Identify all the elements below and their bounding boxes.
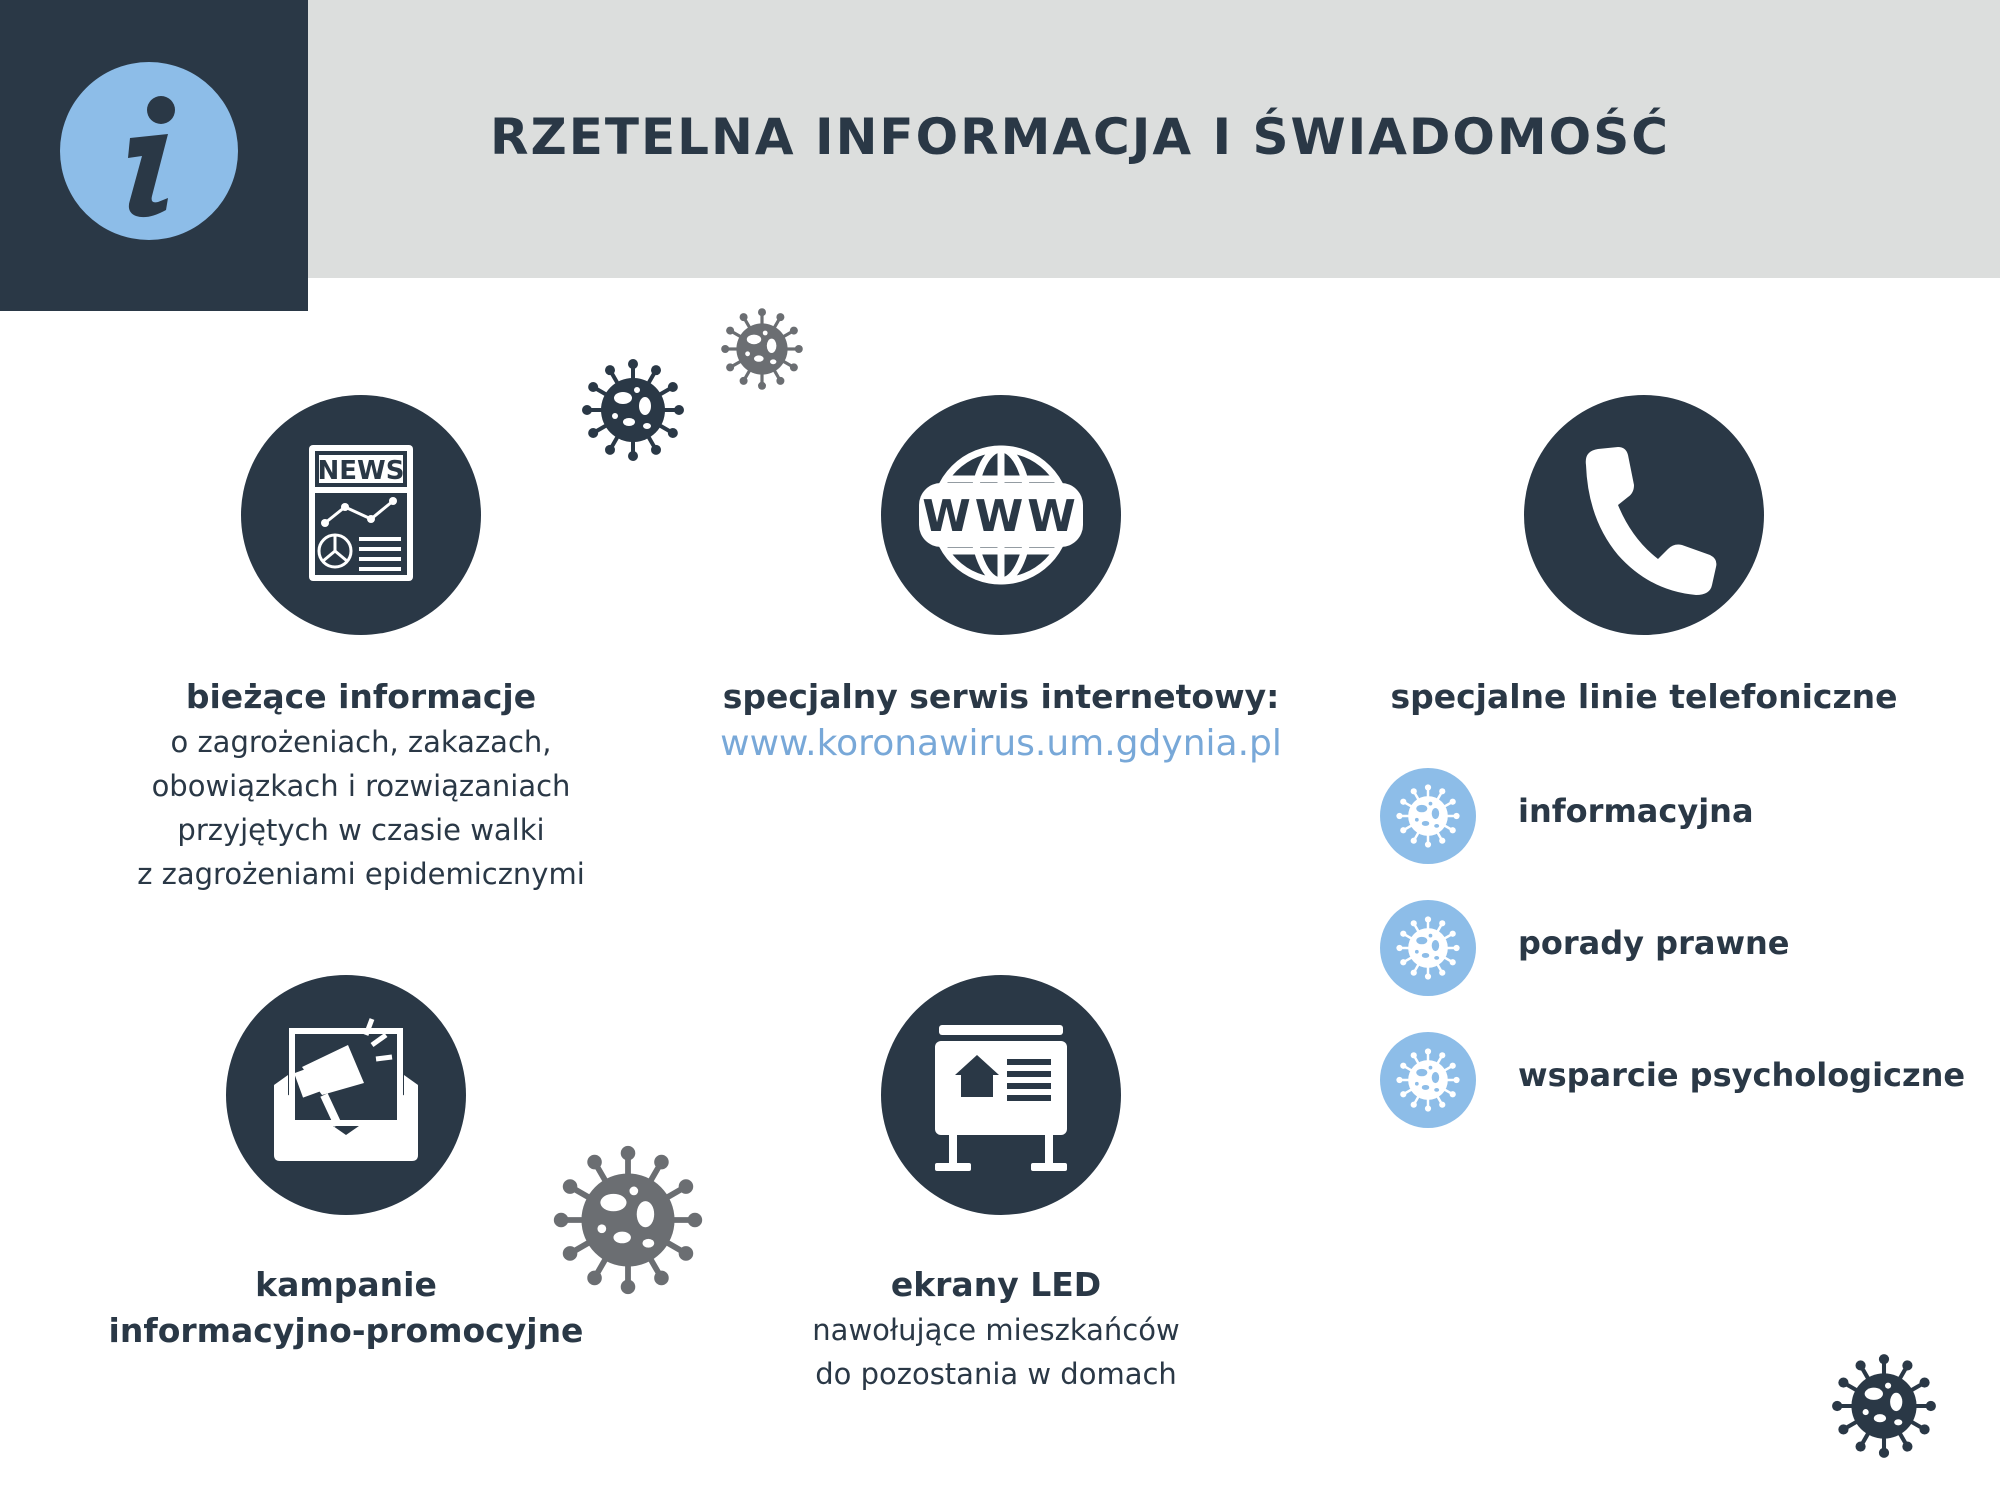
campaign-text-block (86, 1262, 606, 1354)
virus-icon (1380, 1032, 1476, 1128)
megaphone-envelope-icon (226, 975, 466, 1215)
led-line: do pozostania w domach (815, 1357, 1177, 1391)
virus-icon (1380, 768, 1476, 864)
news-icon (241, 395, 481, 635)
virus-icon (1828, 1350, 1940, 1462)
led-text-block (736, 1262, 1256, 1396)
phone-icon (1524, 395, 1764, 635)
news-heading: bieżące informacje (185, 677, 537, 716)
web-link[interactable]: www.koronawirus.um.gdynia.pl (720, 723, 1282, 764)
info-icon (60, 62, 238, 240)
page-title: RZETELNA INFORMACJA I ŚWIADOMOŚĆ (490, 108, 1670, 166)
news-text-block (111, 674, 611, 896)
campaign-heading: kampanie (255, 1265, 437, 1304)
led-line: nawołujące mieszkańców (812, 1313, 1180, 1347)
campaign-heading: informacyjno-promocyjne (108, 1311, 584, 1350)
svg-text:WWW: WWW (922, 491, 1080, 542)
phone-line-label: informacyjna (1518, 792, 1754, 830)
web-text-block (676, 674, 1326, 768)
phone-text-block (1344, 674, 1944, 720)
phone-line-label: porady prawne (1518, 924, 1790, 962)
virus-icon (718, 305, 806, 393)
web-heading: specjalny serwis internetowy: (722, 677, 1280, 716)
svg-text:NEWS: NEWS (317, 456, 405, 486)
phone-line-item (1380, 900, 1960, 996)
virus-icon (578, 355, 688, 465)
news-line: przyjętych w czasie walki (177, 813, 545, 847)
billboard-icon (881, 975, 1121, 1215)
led-heading: ekrany LED (890, 1265, 1102, 1304)
phone-line-item (1380, 768, 1960, 864)
globe-www-icon (881, 395, 1121, 635)
news-line: z zagrożeniami epidemicznymi (137, 857, 585, 891)
phone-heading: specjalne linie telefoniczne (1390, 677, 1898, 716)
virus-icon (1380, 900, 1476, 996)
phone-line-item (1380, 1032, 1966, 1128)
news-line: obowiązkach i rozwiązaniach (151, 769, 571, 803)
phone-line-label: wsparcie psychologiczne (1518, 1056, 1966, 1094)
news-line: o zagrożeniach, zakazach, (170, 725, 552, 759)
